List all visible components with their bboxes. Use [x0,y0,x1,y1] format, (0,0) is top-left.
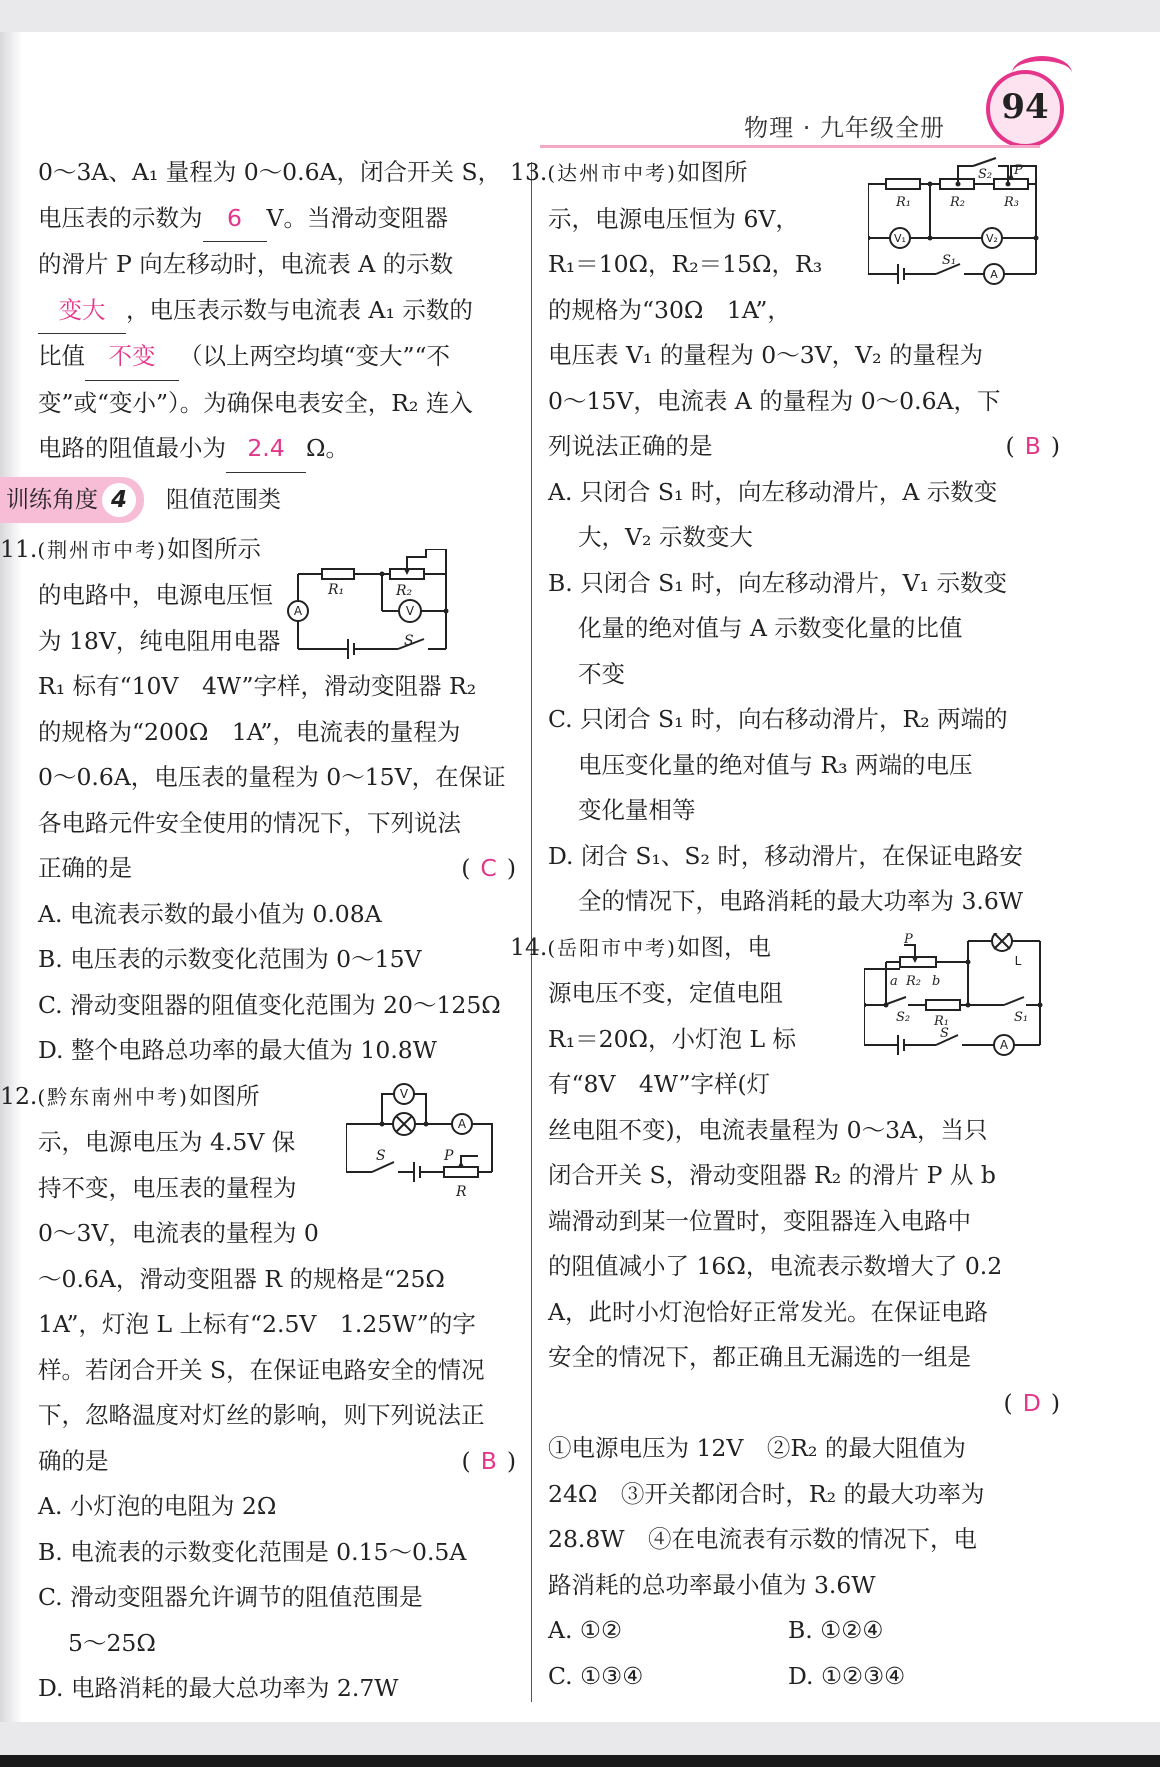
text-line: 安全的情况下，都正确且无漏选的一组是 [548,1343,971,1371]
answer-blank-voltage: 6 [203,196,267,243]
label-r1: R₁ [328,581,345,598]
text-line: 丝电阻不变)，电流表量程为 0～3A，当只 [548,1115,988,1144]
answer-bracket: ( C ) [461,846,516,892]
answer-choice: D [1022,1388,1041,1417]
section-heading [0,477,516,523]
label-s2: S₂ [896,1009,911,1025]
label-ammeter: A [293,603,303,618]
label-r1: R₁ [934,1013,949,1029]
text-line: 电路的阻值最小为 2.4 Ω。 [38,426,516,473]
answer-choice: B [480,1446,497,1475]
option-a-cont: 大，V₂ 示数变大 [578,523,753,551]
option-d: D. 整个电路总功率的最大值为 10.8W [38,1036,437,1064]
answer-bracket: ( B ) [462,1439,516,1485]
label-r3: R₃ [1004,195,1019,210]
statement-line: 路消耗的总功率最小值为 3.6W [548,1570,876,1599]
label-voltmeter: V [399,1086,409,1101]
answer-bracket: ( D ) [1004,1381,1060,1427]
label-p: P [904,932,913,947]
question-11 [0,527,516,1074]
text-line: 的滑片 P 向左移动时，电流表 A 的示数 [38,250,454,278]
answer-blank-current: 变大 [38,288,126,335]
page-shadow [0,32,22,1722]
label-r2: R₂ [396,582,413,599]
section-number: 4 [102,483,136,517]
label-s1: S₁ [1014,1009,1029,1025]
label-ammeter: A [457,1116,467,1131]
section-title: 阻值范围类 [166,486,281,513]
option-b-cont: 不变 [578,659,625,688]
answer-choice: B [1024,432,1041,460]
option-a: A. 只闭合 S₁ 时，向左移动滑片，A 示数变 [548,477,998,506]
text-line: 12.(黔东南州中考)如图所 [0,1081,260,1110]
text-line: A，此时小灯泡恰好正常发光。在保证电路 [548,1297,988,1326]
option-b: B. ①②④ [788,1616,884,1644]
answer-blank-ratio: 不变 [85,334,179,381]
right-column [510,150,1060,1699]
label-s: S [940,1025,949,1041]
question-14 [510,925,1060,1700]
text-line: 样。若闭合开关 S，在保证电路安全的情况 [38,1355,485,1384]
text-line [548,1381,1060,1427]
header-subject: 物理 · 九年级全册 [744,114,945,142]
text-line: 的规格为“200Ω 1A”，电流表的量程为 [38,717,461,746]
answer-blank-resistance: 2.4 [226,426,306,473]
text-line: ～0.6A，滑动变阻器 R 的规格是“25Ω [38,1264,445,1293]
option-b: B. 电流表的示数变化范围是 0.15～0.5A [38,1537,467,1566]
option-c-cont: 5～25Ω [68,1628,156,1657]
option-d-cont: 全的情况下，电路消耗的最大功率为 3.6W [578,887,1023,915]
option-d: D. 电路消耗的最大总功率为 2.7W [38,1674,399,1702]
label-r1: R₁ [896,195,911,210]
text-line: 的电路中，电源电压恒 [38,581,273,609]
label-s: S [404,632,414,649]
text-line: 各电路元件安全使用的情况下，下列说法 [38,808,461,837]
label-b-end: b [932,973,941,989]
text-line: 持不变，电压表的量程为 [38,1173,297,1202]
label-a-end: a [890,973,898,989]
text-line: 变”或“变小”）。为确保电表安全，R₂ 连入 [38,388,473,417]
statement-line: 24Ω ③开关都闭合时，R₂ 的最大功率为 [548,1479,985,1508]
option-d: D. ①②③④ [788,1661,906,1690]
text-line: 示，电源电压为 4.5V 保 [38,1128,296,1156]
label-p: P [1014,163,1023,178]
text-line: 正确的是 ( C ) [38,846,516,892]
text-line: 0～15V，电流表 A 的量程为 0～0.6A，下 [548,386,1001,415]
label-s1: S₁ [942,253,957,268]
label-s: S [376,1147,386,1164]
text-line: 确的是 ( B ) [38,1439,516,1485]
option-c: C. ①③④ [548,1661,644,1690]
option-d: D. 闭合 S₁、S₂ 时，移动滑片，在保证电路安 [548,841,1023,870]
label-ammeter: A [990,268,998,281]
text-line: 下，忽略温度对灯丝的影响，则下列说法正 [38,1401,485,1429]
label-v2: V₂ [986,232,998,245]
label-r: R [456,1183,467,1200]
label-p: P [444,1147,454,1164]
text-line: 端滑动到某一位置时，变阻器连入电路中 [548,1206,971,1235]
text-line: 11.(荆州市中考)如图所示 [0,534,261,563]
option-b: B. 电压表的示数变化范围为 0～15V [38,945,422,973]
answer-choice: C [480,854,497,882]
text-line: 示，电源电压恒为 6V， [548,204,799,233]
label-v1: V₁ [894,232,906,245]
label-voltmeter: V [405,603,415,618]
label-ammeter: A [999,1037,1009,1052]
question-12 [0,1074,516,1712]
option-b: B. 只闭合 S₁ 时，向左移动滑片，V₁ 示数变 [548,568,1008,597]
text-line: 的阻值减小了 16Ω，电流表示数增大了 0.2 [548,1252,1003,1280]
label-r2: R₂ [906,973,921,989]
statement-line: 28.8W ④在电流表有示数的情况下，电 [548,1525,977,1553]
text-line: 14.(岳阳市中考)如图，电 [510,932,771,961]
option-c: C. 滑动变阻器的阻值变化范围为 20～125Ω [38,990,501,1019]
text-line: 比值 不变 （以上两空均填“变大”“不 [38,334,516,381]
text-line: 为 18V，纯电阻用电器 [38,626,281,655]
options-row [548,1654,1060,1700]
option-a: A. 小灯泡的电阻为 2Ω [38,1492,277,1520]
answer-bracket: ( B ) [1006,424,1060,470]
option-a: A. 电流表示数的最小值为 0.08A [38,899,382,928]
text-line: R₁ 标有“10V 4W”字样，滑动变阻器 R₂ [38,672,477,700]
text-line: 闭合开关 S，滑动变阻器 R₂ 的滑片 P 从 b [548,1161,996,1189]
text-line: 电压表 V₁ 的量程为 0～3V，V₂ 的量程为 [548,341,984,369]
bottom-bar [0,1755,1160,1767]
text-line: 0～0.6A，电压表的量程为 0～15V，在保证 [38,763,506,791]
text-line: 有“8V 4W”字样(灯 [548,1070,771,1098]
text-line: R₁＝10Ω，R₂＝15Ω，R₃ [548,250,823,278]
header-rule [540,145,1040,148]
label-l: L [1014,953,1022,968]
text-line: 电压表的示数为 6 V。当滑动变阻器 [38,196,516,243]
text-line: 0～3A、A₁ 量程为 0～0.6A，闭合开关 S， [38,158,502,186]
text-line: 1A”，灯泡 L 上标有“2.5V 1.25W”的字 [38,1310,476,1338]
text-line: R₁＝20Ω，小灯泡 L 标 [548,1024,797,1053]
text-line: 的规格为“30Ω 1A”， [548,295,791,324]
option-b-cont: 化量的绝对值与 A 示数变化量的比值 [578,614,963,642]
option-c: C. 只闭合 S₁ 时，向右移动滑片，R₂ 两端的 [548,705,1008,733]
question-13 [510,150,1060,925]
section-tag: 训练角度 4 [0,477,144,523]
option-c-cont: 电压变化量的绝对值与 R₃ 两端的电压 [578,750,973,779]
text-line: 0～3V，电流表的量程为 0 [38,1219,319,1247]
text-line: 列说法正确的是 ( B ) [548,424,1060,470]
option-a: A. ①② [548,1616,623,1644]
option-c: C. 滑动变阻器允许调节的阻值范围是 [38,1583,423,1611]
page-number: 94 [986,70,1064,148]
option-c-cont: 变化量相等 [578,796,696,824]
text-line: 13.(达州市中考)如图所 [510,158,748,186]
label-s2: S₂ [978,167,993,182]
statement-line: ①电源电压为 12V ②R₂ 的最大阻值为 [548,1434,966,1462]
options-row [548,1608,1060,1654]
label-r2: R₂ [950,195,965,210]
left-column [0,150,516,1712]
text-line: 源电压不变，定值电阻 [548,979,783,1007]
text-line: 变大 ，电压表示数与电流表 A₁ 示数的 [38,288,516,335]
